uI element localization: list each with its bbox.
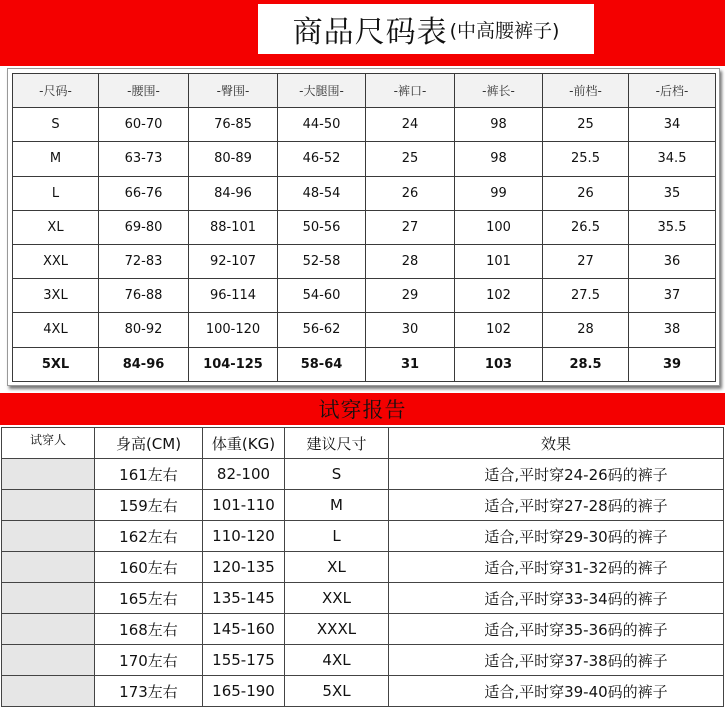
trial-person-cell xyxy=(2,676,95,707)
size-chart-cell: S xyxy=(13,108,99,142)
trial-report-cell: XXL xyxy=(285,583,389,614)
size-chart-cell: 54-60 xyxy=(278,279,366,313)
size-chart-cell: 98 xyxy=(455,108,543,142)
trial-report-cell: 161左右 xyxy=(95,459,203,490)
trial-report-cell: 101-110 xyxy=(203,490,285,521)
size-chart-cell: 84-96 xyxy=(99,347,189,381)
size-chart-cell: 80-89 xyxy=(189,142,278,176)
size-chart-cell: 27 xyxy=(366,210,455,244)
size-chart-cell: 98 xyxy=(455,142,543,176)
size-chart-cell: 35 xyxy=(629,176,716,210)
trial-report-cell: 170左右 xyxy=(95,645,203,676)
trial-report-row xyxy=(2,645,724,676)
trial-report-cell: L xyxy=(285,521,389,552)
size-chart-cell: 34 xyxy=(629,108,716,142)
trial-person-cell xyxy=(2,490,95,521)
trial-report-cell: XXXL xyxy=(285,614,389,645)
size-chart-cell: 28 xyxy=(366,244,455,278)
size-chart-cell: 44-50 xyxy=(278,108,366,142)
size-chart-cell: 69-80 xyxy=(99,210,189,244)
trial-report-cell: 155-175 xyxy=(203,645,285,676)
size-chart-cell: 24 xyxy=(366,108,455,142)
trial-report-cell: M xyxy=(285,490,389,521)
size-chart-cell: 26 xyxy=(543,176,629,210)
trial-report-header-row xyxy=(2,428,724,459)
size-chart-cell: 25.5 xyxy=(543,142,629,176)
size-chart-cell: 26.5 xyxy=(543,210,629,244)
size-chart-cell: 34.5 xyxy=(629,142,716,176)
size-chart-cell: 58-64 xyxy=(278,347,366,381)
size-chart-cell: 25 xyxy=(543,108,629,142)
trial-report-title: 试穿报告 xyxy=(318,398,407,422)
size-chart-cell: 27.5 xyxy=(543,279,629,313)
title-box xyxy=(258,4,594,54)
trial-report-cell: 4XL xyxy=(285,645,389,676)
trial-report-header-cell: 体重(KG) xyxy=(203,428,285,459)
size-chart-cell: 100-120 xyxy=(189,313,278,347)
size-chart-cell: 104-125 xyxy=(189,347,278,381)
trial-report-cell: 159左右 xyxy=(95,490,203,521)
size-chart-cell: 96-114 xyxy=(189,279,278,313)
size-chart-cell: 3XL xyxy=(13,279,99,313)
size-chart-header-cell: -大腿围- xyxy=(278,74,366,108)
size-chart-row xyxy=(13,244,716,278)
size-chart-cell: 60-70 xyxy=(99,108,189,142)
size-chart-cell: 99 xyxy=(455,176,543,210)
size-chart-row xyxy=(13,210,716,244)
trial-report-row xyxy=(2,583,724,614)
trial-report-header-cell: 建议尺寸 xyxy=(285,428,389,459)
size-chart-cell: 25 xyxy=(366,142,455,176)
size-chart-row xyxy=(13,313,716,347)
size-chart-cell: 38 xyxy=(629,313,716,347)
size-chart-header-cell: -裤口- xyxy=(366,74,455,108)
page-title: 商品尺码表 xyxy=(292,15,448,50)
trial-report-cell: 82-100 xyxy=(203,459,285,490)
trial-report-cell: 165左右 xyxy=(95,583,203,614)
size-chart-header-cell: -尺码- xyxy=(13,74,99,108)
size-chart-cell: 100 xyxy=(455,210,543,244)
size-chart-body xyxy=(13,108,716,382)
trial-report-cell: 适合,平时穿39-40码的裤子 xyxy=(389,676,724,707)
trial-report-cell: 适合,平时穿24-26码的裤子 xyxy=(389,459,724,490)
size-chart-row xyxy=(13,347,716,381)
trial-report-cell: 162左右 xyxy=(95,521,203,552)
size-chart-frame xyxy=(7,68,720,386)
trial-report-cell: 173左右 xyxy=(95,676,203,707)
size-chart-cell: 35.5 xyxy=(629,210,716,244)
trial-report-banner xyxy=(0,393,725,425)
trial-report-row xyxy=(2,490,724,521)
size-chart-cell: 29 xyxy=(366,279,455,313)
trial-report-cell: 168左右 xyxy=(95,614,203,645)
trial-report-header-cell: 试穿人 xyxy=(2,428,95,459)
size-chart-cell: 102 xyxy=(455,279,543,313)
size-chart-cell: 103 xyxy=(455,347,543,381)
size-chart-cell: 84-96 xyxy=(189,176,278,210)
size-chart-header-row xyxy=(13,74,716,108)
trial-report-cell: 145-160 xyxy=(203,614,285,645)
trial-report-cell: 110-120 xyxy=(203,521,285,552)
trial-report-header-cell: 身高(CM) xyxy=(95,428,203,459)
trial-person-cell xyxy=(2,459,95,490)
size-chart-row xyxy=(13,108,716,142)
size-chart-cell: 92-107 xyxy=(189,244,278,278)
size-chart-cell: 76-88 xyxy=(99,279,189,313)
trial-report-cell: 135-145 xyxy=(203,583,285,614)
size-chart-cell: 46-52 xyxy=(278,142,366,176)
size-chart-cell: 37 xyxy=(629,279,716,313)
size-chart-cell: XXL xyxy=(13,244,99,278)
size-chart-header-cell: -裤长- xyxy=(455,74,543,108)
size-chart-row xyxy=(13,142,716,176)
size-chart-cell: 101 xyxy=(455,244,543,278)
size-chart-cell: 30 xyxy=(366,313,455,347)
trial-report-cell: 适合,平时穿29-30码的裤子 xyxy=(389,521,724,552)
size-chart-cell: 76-85 xyxy=(189,108,278,142)
trial-report-row xyxy=(2,614,724,645)
page-subtitle: (中高腰裤子) xyxy=(449,19,560,42)
size-chart-cell: 63-73 xyxy=(99,142,189,176)
size-chart-cell: L xyxy=(13,176,99,210)
trial-person-cell xyxy=(2,552,95,583)
trial-report-cell: 160左右 xyxy=(95,552,203,583)
size-chart-cell: 102 xyxy=(455,313,543,347)
size-chart-cell: 39 xyxy=(629,347,716,381)
trial-report-cell: 适合,平时穿31-32码的裤子 xyxy=(389,552,724,583)
trial-report-row xyxy=(2,552,724,583)
size-chart-cell: 66-76 xyxy=(99,176,189,210)
trial-report-cell: 5XL xyxy=(285,676,389,707)
size-chart-row xyxy=(13,279,716,313)
size-chart-cell: XL xyxy=(13,210,99,244)
trial-report-cell: XL xyxy=(285,552,389,583)
trial-report-row xyxy=(2,676,724,707)
trial-report-cell: 适合,平时穿33-34码的裤子 xyxy=(389,583,724,614)
trial-report-body xyxy=(2,459,724,707)
size-chart-row xyxy=(13,176,716,210)
size-chart-cell: 31 xyxy=(366,347,455,381)
trial-report-row xyxy=(2,521,724,552)
trial-report-header-cell: 效果 xyxy=(389,428,724,459)
size-chart-cell: 36 xyxy=(629,244,716,278)
size-chart-cell: 28 xyxy=(543,313,629,347)
trial-report-cell: 适合,平时穿27-28码的裤子 xyxy=(389,490,724,521)
trial-report-cell: 适合,平时穿37-38码的裤子 xyxy=(389,645,724,676)
trial-report-table xyxy=(1,427,724,707)
title-banner xyxy=(0,0,725,66)
trial-person-cell xyxy=(2,614,95,645)
size-chart-header-cell: -腰围- xyxy=(99,74,189,108)
trial-report-cell: S xyxy=(285,459,389,490)
trial-report-row xyxy=(2,459,724,490)
size-chart-cell: 80-92 xyxy=(99,313,189,347)
size-chart-header-cell: -前档- xyxy=(543,74,629,108)
size-chart-cell: 4XL xyxy=(13,313,99,347)
size-chart-cell: 48-54 xyxy=(278,176,366,210)
size-chart-cell: 27 xyxy=(543,244,629,278)
size-chart-cell: 26 xyxy=(366,176,455,210)
trial-report-cell: 适合,平时穿35-36码的裤子 xyxy=(389,614,724,645)
size-chart-cell: 88-101 xyxy=(189,210,278,244)
trial-person-cell xyxy=(2,645,95,676)
size-chart-cell: 72-83 xyxy=(99,244,189,278)
size-chart-cell: M xyxy=(13,142,99,176)
size-chart-table xyxy=(12,73,716,382)
size-chart-cell: 5XL xyxy=(13,347,99,381)
trial-person-cell xyxy=(2,583,95,614)
trial-report-cell: 165-190 xyxy=(203,676,285,707)
size-chart-cell: 56-62 xyxy=(278,313,366,347)
size-chart-cell: 28.5 xyxy=(543,347,629,381)
size-chart-header-cell: -臀围- xyxy=(189,74,278,108)
size-chart-cell: 50-56 xyxy=(278,210,366,244)
trial-report-cell: 120-135 xyxy=(203,552,285,583)
size-chart-cell: 52-58 xyxy=(278,244,366,278)
size-chart-header-cell: -后档- xyxy=(629,74,716,108)
trial-person-cell xyxy=(2,521,95,552)
